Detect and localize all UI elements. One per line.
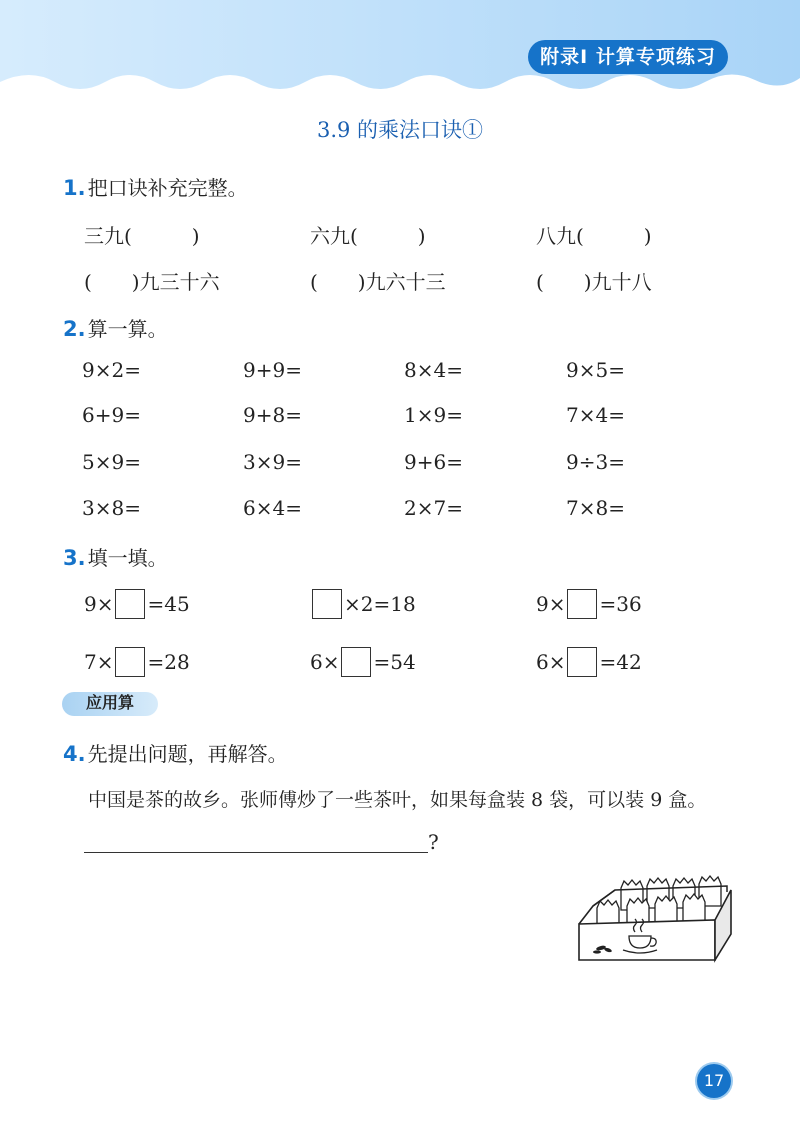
answer-box[interactable] [341,647,371,677]
rhyme-blank[interactable]: ( )九六十三 [310,270,446,294]
equation-left: 6× [536,650,566,674]
calc-problem[interactable]: 7×4= [566,403,625,427]
answer-box[interactable] [115,647,145,677]
calc-problem[interactable]: 9+6= [404,450,463,474]
page-number: 17 [697,1064,731,1098]
question-1-heading [63,172,248,201]
rhyme-blank[interactable]: ( )九三十六 [84,270,220,294]
calc-problem[interactable]: 2×7= [404,496,463,520]
equation-right: =45 [147,592,190,616]
rhyme-blank[interactable]: 三九( ) [84,224,200,248]
appendix-badge: 附录Ⅰ 计算专项练习 [528,40,728,74]
question-text: 把口诀补充完整。 [87,176,248,200]
fill-in-equation [84,589,190,619]
calc-problem[interactable]: 6×4= [243,496,302,520]
answer-box[interactable] [567,589,597,619]
question-number: 4. [63,742,86,766]
answer-box[interactable] [312,589,342,619]
calc-problem[interactable]: 9+8= [243,403,302,427]
equation-right: =36 [599,592,642,616]
rhyme-blank[interactable]: 八九( ) [536,224,652,248]
equation-right: =42 [599,650,642,674]
equation-right: =54 [373,650,416,674]
equation-right: ×2=18 [344,592,416,616]
calc-problem[interactable]: 9×2= [82,358,141,382]
rhyme-blank[interactable]: 六九( ) [310,224,426,248]
fill-in-equation [536,589,642,619]
calc-problem[interactable]: 3×9= [243,450,302,474]
calc-problem[interactable]: 9÷3= [566,450,625,474]
calc-problem[interactable]: 7×8= [566,496,625,520]
rhyme-blank[interactable]: ( )九十八 [536,270,652,294]
lesson-title: 3.9 的乘法口诀① [316,118,484,142]
equation-left: 6× [310,650,340,674]
calc-problem[interactable]: 6+9= [82,403,141,427]
question-number: 1. [63,176,86,200]
question-text: 填一填。 [87,546,168,570]
calc-problem[interactable]: 5×9= [82,450,141,474]
answer-box[interactable] [567,647,597,677]
question-2-heading [63,313,168,342]
question-answer-line[interactable] [84,852,428,853]
fill-in-equation [84,647,190,677]
calc-problem[interactable]: 8×4= [404,358,463,382]
equation-right: =28 [147,650,190,674]
calc-problem[interactable]: 1×9= [404,403,463,427]
word-problem-text: 中国是茶的故乡。张师傅炒了一些茶叶，如果每盒装 8 袋，可以装 9 盒。 [88,789,707,811]
question-4-heading [63,738,288,767]
equation-left: 9× [84,592,114,616]
question-number: 3. [63,546,86,570]
question-mark: ? [428,830,439,854]
question-number: 2. [63,317,86,341]
equation-left: 7× [84,650,114,674]
calc-problem[interactable]: 3×8= [82,496,141,520]
section-tag: 应用算 [62,692,158,716]
calc-problem[interactable]: 9+9= [243,358,302,382]
fill-in-equation [536,647,642,677]
answer-box[interactable] [115,589,145,619]
tea-box-illustration-icon [575,868,735,964]
fill-in-equation [310,647,416,677]
question-text: 算一算。 [87,317,168,341]
question-text: 先提出问题，再解答。 [87,742,288,766]
question-3-heading [63,542,168,571]
calc-problem[interactable]: 9×5= [566,358,625,382]
equation-left: 9× [536,592,566,616]
fill-in-equation [310,589,416,619]
